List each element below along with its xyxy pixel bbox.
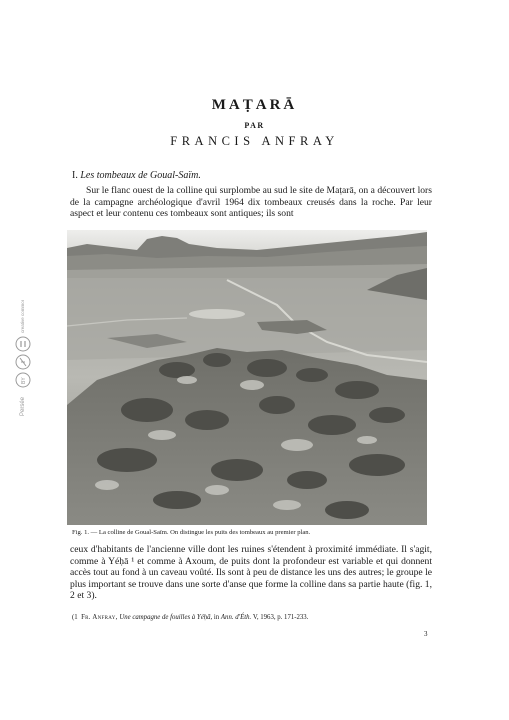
page-number: 3 (424, 630, 428, 638)
cc-license-text: creative commons (20, 300, 25, 333)
article-title: MAṬARĀ (211, 97, 298, 113)
footnote-rest: V, 1963, p. 171-233. (252, 614, 309, 621)
footnote-author: Fr. Anfray, (81, 614, 118, 621)
cc-nc-icon-glyph (20, 358, 26, 366)
cc-nd-icon-glyph (21, 341, 25, 347)
figure-caption: Fig. 1. — La colline de Goual-Saïm. On distingue les puits des tombeaux au premier plan. (72, 529, 311, 536)
figure-photo (67, 230, 427, 525)
cc-by-icon-glyph: BY (21, 377, 27, 384)
section-number: I. (72, 170, 78, 181)
article-par: PAR (244, 121, 265, 130)
section-title: Les tombeaux de Goual-Saïm. (80, 170, 201, 181)
footnote-work: Une campagne de fouilles à Yéḥā, (119, 614, 213, 621)
footnote-journal: Ann. d'Éth. (220, 614, 252, 621)
persee-license-sidebar (12, 300, 34, 418)
footnote (72, 614, 432, 621)
article-author: FRANCIS ANFRAY (170, 134, 339, 148)
footnote-marker: (1 (72, 614, 78, 621)
paragraph-2: ceux d'habitants de l'ancienne ville dont les ruines s'étendent à proximité immédiate. Il s'agit, comme à Yéḥā ¹ et comme à Axoum, de puits dont la profondeur est variable et qui donnent accès tout au fond à un caveau voûté. Ils sont à peu de distance les uns des autres; le groupe le plus important se trouve dans une sorte d'anse que forme la colline dans sa partie haute (fig. 1, 2 et 3). (70, 544, 432, 602)
persee-brand: Persée (20, 396, 26, 416)
paragraph-1: Sur le flanc ouest de la colline qui surplombe au sud le site de Maṭarā, on a découvert lors de la campagne archéologique d'avril 1964 dix tombeaux creusés dans la roche. Par leur aspect et leur contenu ces tombeaux sont antiques; ils sont (70, 185, 432, 220)
cc-nd-icon (16, 337, 30, 351)
section-heading (72, 170, 201, 181)
footnote-in: in (213, 614, 220, 621)
